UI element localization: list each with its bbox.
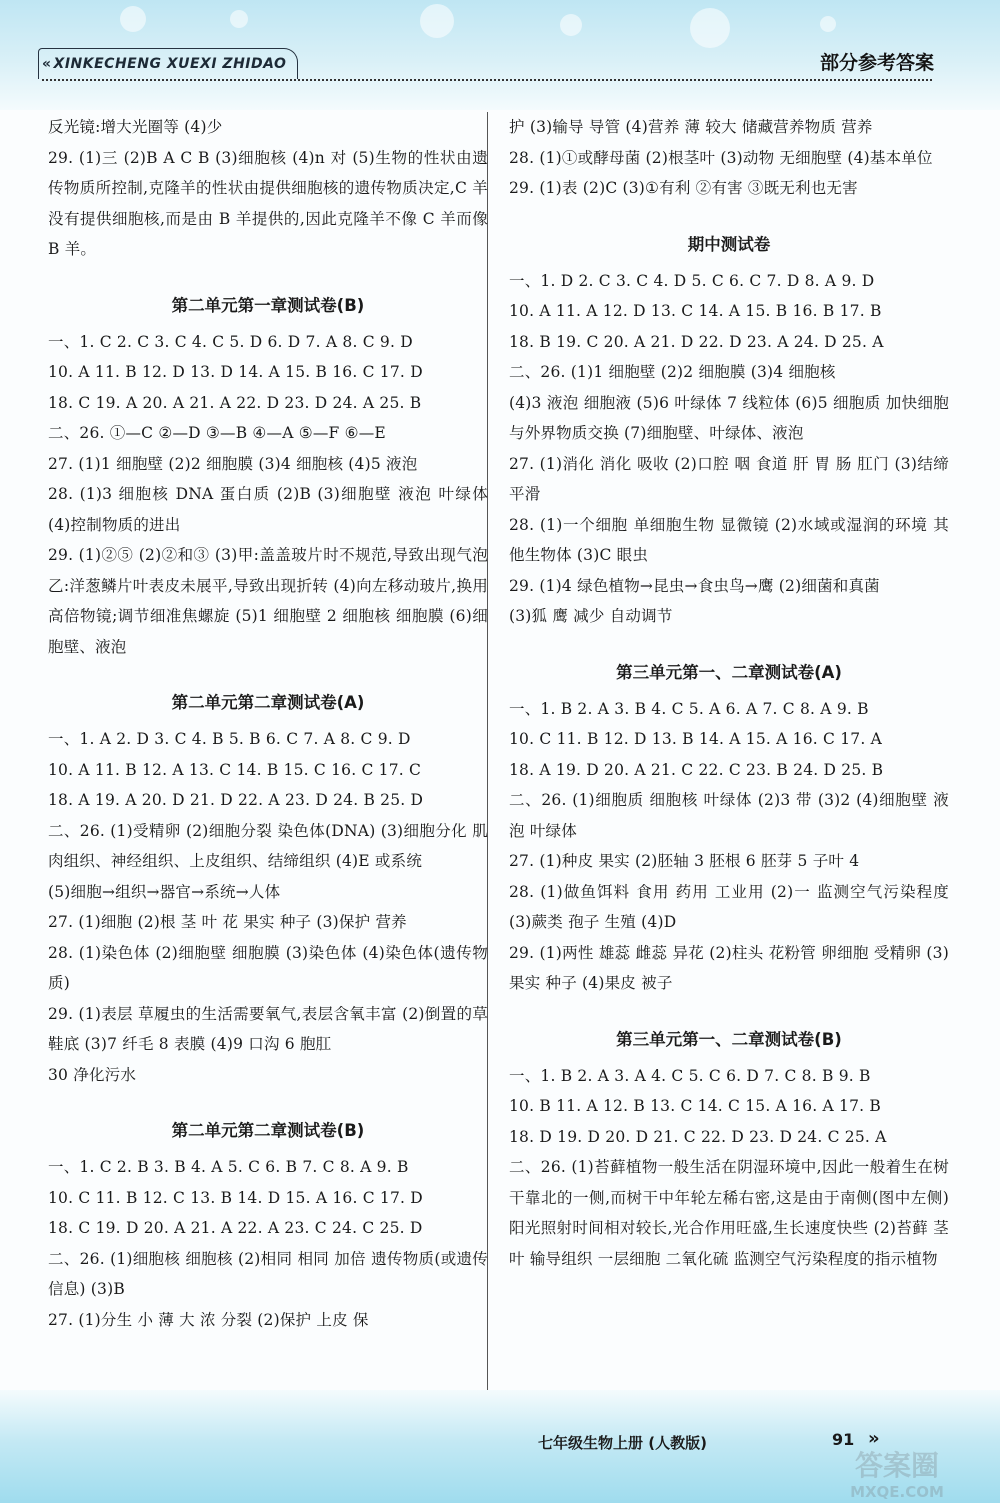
watermark-logo [812, 1445, 982, 1501]
decorative-bubble [420, 4, 454, 38]
answer-line: 护 (3)输导 导管 (4)营养 薄 较大 储藏营养物质 营养 [509, 118, 873, 136]
answer-line: 27. (1)消化 消化 吸收 (2)口腔 咽 食道 肝 胃 肠 肛门 (3)结缔 平滑 [509, 454, 955, 503]
answer-line: 18. C 19. D 20. A 21. A 22. A 23. C 24. C 25. D [48, 1219, 423, 1237]
answer-line: 28. (1)染色体 (2)细胞壁 细胞膜 (3)染色体 (4)染色体(遗传物质) [48, 943, 488, 992]
answer-line: 18. C 19. A 20. A 21. A 22. D 23. D 24. A 25. B [48, 393, 422, 412]
answer-line: 29. (1)表层 草履虫的生活需要氧气,表层含氧丰富 (2)倒置的草鞋底 (3)7 纤毛 8 表膜 (4)9 口沟 6 胞肛 [48, 1004, 488, 1053]
answer-line: 28. (1)做鱼饵料 食用 药用 工业用 (2)一 监测空气污染程度 (3)蕨类 孢子 生殖 (4)D [509, 882, 955, 931]
section-heading: 第三单元第一、二章测试卷(A) [616, 662, 842, 682]
decorative-bubble [560, 14, 582, 36]
answer-line: 二、26. (1)细胞质 细胞核 叶绿体 (2)3 带 (3)2 (4)细胞壁 液泡 叶绿体 [509, 791, 949, 840]
section-heading: 第二单元第二章测试卷(A) [171, 693, 365, 712]
answer-line: 二、26. (1)受精卵 (2)细胞分裂 染色体(DNA) (3)细胞分化 肌肉组织、神经组织、上皮组织、结缔组织 (4)E 或系统 [48, 821, 488, 870]
section-heading: 第三单元第一、二章测试卷(B) [616, 1029, 842, 1049]
answer-line: 18. D 19. D 20. D 21. C 22. D 23. D 24. C 25. A [509, 1127, 887, 1146]
answer-line: 18. B 19. C 20. A 21. D 22. D 23. A 24. D 25. A [509, 332, 884, 351]
answer-line: 29. (1)4 绿色植物→昆虫→食虫鸟→鹰 (2)细菌和真菌 [509, 576, 880, 595]
answer-line: 10. A 11. A 12. D 13. C 14. A 15. B 16. B 17. B [509, 302, 882, 320]
double-chevron-left-icon: « [42, 56, 52, 72]
decorative-bubble [820, 16, 836, 32]
answer-line: 29. (1)表 (2)C (3)①有利 ②有害 ③既无利也无害 [509, 179, 858, 197]
answer-line: 10. A 11. B 12. D 13. D 14. A 15. B 16. C 17. D [48, 363, 423, 381]
answer-line: 10. B 11. A 12. B 13. C 14. C 15. A 16. A 17. B [509, 1097, 881, 1115]
series-title [42, 50, 292, 78]
answer-line: 28. (1)3 细胞核 DNA 蛋白质 (2)B (3)细胞壁 液泡 叶绿体 (4)控制物质的进出 [48, 485, 494, 534]
answer-line: 一、1. D 2. C 3. C 4. D 5. C 6. C 7. D 8. A 9. D [509, 271, 875, 290]
section-heading: 期中测试卷 [687, 234, 771, 254]
section-heading: 第二单元第一章测试卷(B) [171, 295, 365, 315]
answer-line: 27. (1)分生 小 薄 大 浓 分裂 (2)保护 上皮 保 [48, 1310, 369, 1329]
header-dotted-rule [42, 79, 932, 81]
decorative-bubble [120, 6, 146, 32]
answer-line: 一、1. B 2. A 3. B 4. C 5. A 6. A 7. C 8. A 9. B [509, 699, 869, 718]
answer-line: 29. (1)②⑤ (2)②和③ (3)甲:盖盖玻片时不规范,导致出现气泡 乙:洋葱鳞片叶表皮未展平,导致出现折转 (4)向左移动玻片,换用高倍物镜;调节细准焦螺旋 (5)1 细胞壁 2 细胞核 细胞膜 (6)细胞壁、液泡 [48, 546, 494, 656]
watermark-text: 答案圈 [854, 1449, 940, 1482]
answer-line: 一、1. C 2. C 3. C 4. C 5. D 6. D 7. A 8. C 9. D [48, 332, 413, 351]
answer-line: 二、26. (1)苔藓植物一般生活在阴湿环境中,因此一般着生在树干靠北的一侧,而树干中年轮左稀右密,这是由于南侧(图中左侧)阳光照射时间相对较长,光合作用旺盛,生长速度快些 (2)苔藓 茎 叶 输导组织 一层细胞 二氧化硫 监测空气污染程度的指示植物 [509, 1158, 955, 1268]
answer-line: (5)细胞→组织→器官→系统→人体 [48, 882, 281, 901]
answer-line: 一、1. B 2. A 3. A 4. C 5. C 6. D 7. C 8. B 9. B [509, 1066, 871, 1085]
answer-line: 30 净化污水 [48, 1065, 137, 1084]
answer-line: 18. A 19. D 20. A 21. C 22. C 23. B 24. D 25. B [509, 760, 884, 779]
answer-line: 27. (1)1 细胞壁 (2)2 细胞膜 (3)4 细胞核 (4)5 液泡 [48, 454, 418, 473]
answer-line: (3)狐 鹰 减少 自动调节 [509, 607, 673, 625]
series-title-text: XINKECHENG XUEXI ZHIDAO [53, 56, 287, 72]
decorative-bubble [230, 10, 248, 28]
answer-line: 28. (1)一个细胞 单细胞生物 显微镜 (2)水域或湿润的环境 其他生物体 (3)C 眼虫 [509, 515, 949, 564]
answer-line: 10. A 11. B 12. A 13. C 14. B 15. C 16. C 17. C [48, 760, 422, 779]
answer-line: 反光镜:增大光圈等 (4)少 [48, 118, 223, 136]
answer-line: 二、26. ①—C ②—D ③—B ④—A ⑤—F ⑥—E [48, 424, 386, 442]
book-title: 七年级生物上册 (人教版) [538, 1434, 707, 1452]
section-label: 部分参考答案 [819, 52, 934, 74]
answer-line: 二、26. (1)细胞核 细胞核 (2)相同 相同 加倍 遗传物质(或遗传信息) (3)B [48, 1249, 488, 1298]
double-chevron-right-icon: » [868, 1428, 880, 1449]
answer-line: 10. C 11. B 12. D 13. B 14. A 15. A 16. C 17. A [509, 730, 883, 748]
decorative-bubble [690, 8, 730, 48]
right-column [509, 112, 955, 1274]
answer-line: 27. (1)细胞 (2)根 茎 叶 花 果实 种子 (3)保护 营养 [48, 913, 407, 931]
watermark-url: MXQE.COM [850, 1483, 944, 1501]
answer-line: 27. (1)种皮 果实 (2)胚轴 3 胚根 6 胚芽 5 子叶 4 [509, 852, 860, 870]
answer-line: 28. (1)①或酵母菌 (2)根茎叶 (3)动物 无细胞壁 (4)基本单位 [509, 148, 933, 167]
answer-line: (4)3 液泡 细胞液 (5)6 叶绿体 7 线粒体 (6)5 细胞质 加快细胞与外界物质交换 (7)细胞壁、叶绿体、液泡 [509, 393, 949, 442]
section-heading: 第二单元第二章测试卷(B) [171, 1121, 365, 1140]
left-column [48, 112, 494, 1335]
answer-line: 29. (1)两性 雄蕊 雌蕊 异花 (2)柱头 花粉管 卵细胞 受精卵 (3)果实 种子 (4)果皮 被子 [509, 943, 949, 992]
page-number: 91 [832, 1430, 855, 1449]
answer-line: 29. (1)三 (2)B A C B (3)细胞核 (4)n 对 (5)生物的性状由遗传物质所控制,克隆羊的性状由提供细胞核的遗传物质决定,C 羊没有提供细胞核,而是由 B 羊提供的,因此克隆羊不像 C 羊而像 B 羊。 [48, 148, 494, 258]
answer-line: 一、1. C 2. B 3. B 4. A 5. C 6. B 7. C 8. A 9. B [48, 1158, 409, 1176]
answer-line: 10. C 11. B 12. C 13. B 14. D 15. A 16. C 17. D [48, 1188, 423, 1207]
answer-line: 二、26. (1)1 细胞壁 (2)2 细胞膜 (3)4 细胞核 [509, 363, 836, 381]
answer-line: 18. A 19. A 20. D 21. D 22. A 23. D 24. B 25. D [48, 791, 424, 809]
answer-line: 一、1. A 2. D 3. C 4. B 5. B 6. C 7. A 8. C 9. D [48, 730, 411, 748]
